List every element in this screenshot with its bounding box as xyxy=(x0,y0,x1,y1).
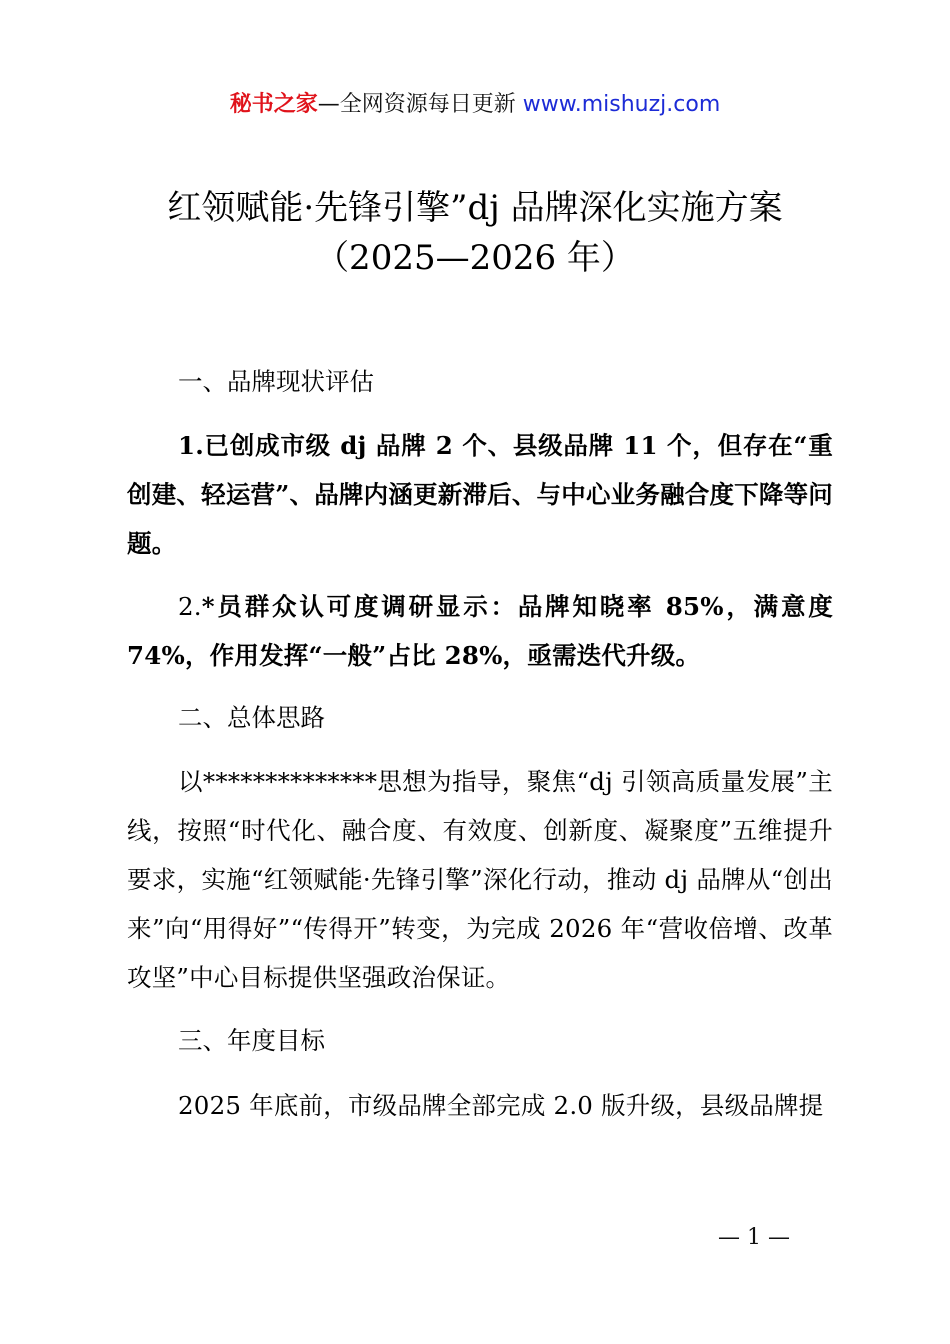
page-number: — 1 — xyxy=(718,1225,790,1250)
paragraph-overall-approach: 以**************思想为指导，聚焦“dj 引领高质量发展”主线，按照“时代化、融合度、有效度、创新度、凝聚度”五维提升要求，实施“红领赋能·先锋引擎”深化行动，推动 dj 品牌从“创出来”向“用得好”“传得开”转变，为完成 2026 年“营收倍增、改革攻坚”中心目标提供坚强政治保证。 xyxy=(127,767,833,992)
item-2-body: *员群众认可度调研显示：品牌知晓率 85%，满意度 74%，作用发挥“一般”占比 28%，亟需迭代升级。 xyxy=(127,592,833,670)
paragraph-item-2 xyxy=(127,582,833,680)
section-heading-3: 三、年度目标 xyxy=(178,1026,325,1055)
paragraph-annual-goals: 2025 年底前，市级品牌全部完成 2.0 版升级，县级品牌提 xyxy=(178,1091,824,1120)
brand-name: 秘书之家 xyxy=(229,92,318,117)
section-heading-2: 二、总体思路 xyxy=(178,703,325,732)
paragraph-item-1: 1.已创成市级 dj 品牌 2 个、县级品牌 11 个，但存在“重创建、轻运营”、品牌内涵更新滞后、与中心业务融合度下降等问题。 xyxy=(127,431,833,558)
site-header xyxy=(0,88,950,122)
header-slogan: —全网资源每日更新 xyxy=(317,92,516,117)
document-title: 红领赋能·先锋引擎”dj 品牌深化实施方案 xyxy=(167,188,783,228)
section-heading-1: 一、品牌现状评估 xyxy=(178,367,374,396)
item-2-number: 2. xyxy=(178,592,202,621)
site-url-link[interactable]: www.mishuzj.com xyxy=(522,92,721,117)
document-subtitle-years: （2025—2026 年） xyxy=(315,238,635,278)
